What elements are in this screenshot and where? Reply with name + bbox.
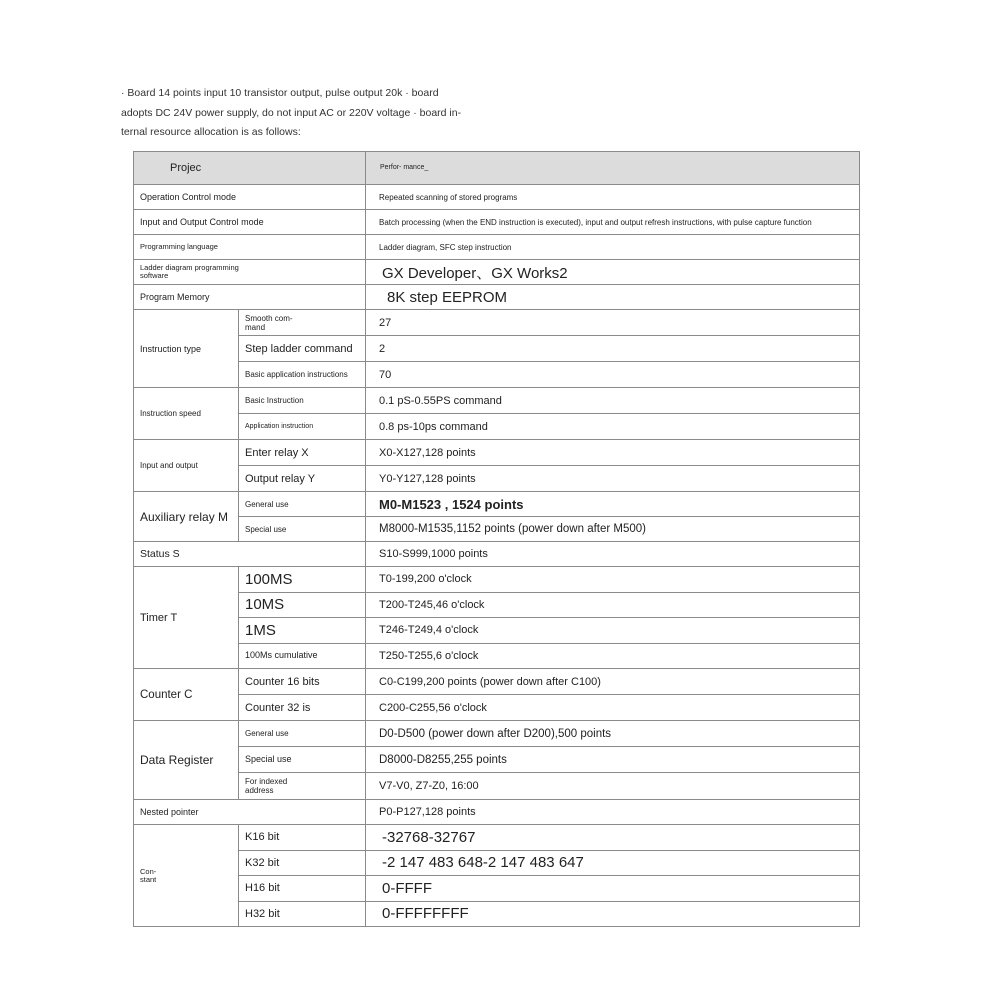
sub-label xyxy=(239,773,366,800)
table-row xyxy=(134,336,860,362)
sub-label: Special use xyxy=(239,747,366,773)
table-row xyxy=(134,388,860,414)
table-row xyxy=(134,310,860,336)
row-label: Nested pointer xyxy=(134,800,366,825)
sub-label: General use xyxy=(239,721,366,747)
group-label: Counter C xyxy=(134,669,239,721)
row-value: S10-S999,1000 points xyxy=(366,542,860,567)
row-label: Program Memory xyxy=(134,285,366,310)
row-value: Y0-Y127,128 points xyxy=(366,466,860,492)
table-row xyxy=(134,643,860,669)
group-label: Timer T xyxy=(134,567,239,669)
table-row xyxy=(134,618,860,644)
intro-paragraph xyxy=(121,84,501,143)
row-value: C0-C199,200 points (power down after C100) xyxy=(366,669,860,695)
sub-label xyxy=(239,310,366,336)
row-value: -32768-32767 xyxy=(366,825,860,851)
row-value: 70 xyxy=(366,362,860,388)
intro-line: adopts DC 24V power supply, do not input AC or 220V voltage · board in- xyxy=(121,106,462,119)
row-label: Programming language xyxy=(134,235,366,260)
table-row xyxy=(134,876,860,902)
row-label: Operation Control mode xyxy=(134,185,366,210)
table-row xyxy=(134,901,860,927)
row-label: Status S xyxy=(134,542,366,567)
table-row xyxy=(134,235,860,260)
table-row xyxy=(134,440,860,466)
table-row xyxy=(134,466,860,492)
table-row xyxy=(134,185,860,210)
sub-label: Counter 32 is xyxy=(239,695,366,721)
row-value: 8K step EEPROM xyxy=(366,285,860,310)
sub-label: Basic application instructions xyxy=(239,362,366,388)
table-row xyxy=(134,850,860,876)
row-value: Batch processing (when the END instruction is executed), input and output refresh instructions, with pulse capture function xyxy=(366,210,860,235)
sub-label-text: For indexed address xyxy=(245,777,288,795)
sub-label: Output relay Y xyxy=(239,466,366,492)
row-value: T250-T255,6 o'clock xyxy=(366,643,860,669)
group-label: Auxiliary relay M xyxy=(134,492,239,542)
table-row xyxy=(134,285,860,310)
sub-label: Basic Instruction xyxy=(239,388,366,414)
intro-line: ternal resource allocation is as follows: xyxy=(121,126,301,138)
table-row xyxy=(134,800,860,825)
intro-line: · Board 14 points input 10 transistor output, pulse output 20k · board xyxy=(121,87,439,99)
row-value: Repeated scanning of stored programs xyxy=(366,185,860,210)
sub-label: General use xyxy=(239,492,366,517)
row-value: T200-T245,46 o'clock xyxy=(366,592,860,618)
sub-label: 100Ms cumulative xyxy=(239,643,366,669)
row-value: V7-V0, Z7-Z0, 16:00 xyxy=(366,773,860,800)
sub-label: Enter relay X xyxy=(239,440,366,466)
row-label xyxy=(134,260,366,285)
row-value: 0-FFFF xyxy=(366,876,860,902)
table-row xyxy=(134,567,860,593)
row-value: D0-D500 (power down after D200),500 points xyxy=(366,721,860,747)
row-value: M8000-M1535,1152 points (power down after M500) xyxy=(366,517,860,542)
header-performance: Perfor- mance_ xyxy=(366,152,860,185)
row-value: T246-T249,4 o'clock xyxy=(366,618,860,644)
row-value: D8000-D8255,255 points xyxy=(366,747,860,773)
sub-label: H16 bit xyxy=(239,876,366,902)
table-row xyxy=(134,747,860,773)
table-row xyxy=(134,492,860,517)
table-row xyxy=(134,414,860,440)
table-row xyxy=(134,825,860,851)
row-value: 2 xyxy=(366,336,860,362)
sub-label: Counter 16 bits xyxy=(239,669,366,695)
sub-label: Application instruction xyxy=(239,414,366,440)
table-header-row xyxy=(134,152,860,185)
table-row xyxy=(134,669,860,695)
row-value: -2 147 483 648-2 147 483 647 xyxy=(366,850,860,876)
row-value: 0-FFFFFFFF xyxy=(366,901,860,927)
row-label-text: Ladder diagram programming software xyxy=(140,263,239,280)
group-label: Input and output xyxy=(134,440,239,492)
table-row xyxy=(134,542,860,567)
sub-label-text: Smooth com- mand xyxy=(245,313,293,332)
table-row xyxy=(134,517,860,542)
row-value: Ladder diagram, SFC step instruction xyxy=(366,235,860,260)
row-value: M0-M1523 , 1524 points xyxy=(366,492,860,517)
group-label-text: Con- stant xyxy=(140,866,157,884)
table-row xyxy=(134,260,860,285)
group-label: Instruction type xyxy=(134,310,239,388)
sub-label: 100MS xyxy=(239,567,366,593)
row-value: T0-199,200 o'clock xyxy=(366,567,860,593)
sub-label: K16 bit xyxy=(239,825,366,851)
sub-label: Special use xyxy=(239,517,366,542)
specification-table xyxy=(133,151,860,927)
table-row xyxy=(134,210,860,235)
row-value: X0-X127,128 points xyxy=(366,440,860,466)
table-row xyxy=(134,773,860,800)
row-value: 27 xyxy=(366,310,860,336)
group-label xyxy=(134,825,239,927)
row-label: Input and Output Control mode xyxy=(134,210,366,235)
table-row xyxy=(134,362,860,388)
row-value: C200-C255,56 o'clock xyxy=(366,695,860,721)
row-value: P0-P127,128 points xyxy=(366,800,860,825)
row-value: GX Developer、GX Works2 xyxy=(366,260,860,285)
sub-label: H32 bit xyxy=(239,901,366,927)
sub-label: K32 bit xyxy=(239,850,366,876)
sub-label: 10MS xyxy=(239,592,366,618)
sub-label: 1MS xyxy=(239,618,366,644)
table-row xyxy=(134,721,860,747)
group-label: Instruction speed xyxy=(134,388,239,440)
sub-label: Step ladder command xyxy=(239,336,366,362)
header-item: Projec xyxy=(134,152,366,185)
table-row xyxy=(134,592,860,618)
row-value: 0.8 ps-10ps command xyxy=(366,414,860,440)
table-row xyxy=(134,695,860,721)
row-value: 0.1 pS-0.55PS command xyxy=(366,388,860,414)
group-label: Data Register xyxy=(134,721,239,800)
